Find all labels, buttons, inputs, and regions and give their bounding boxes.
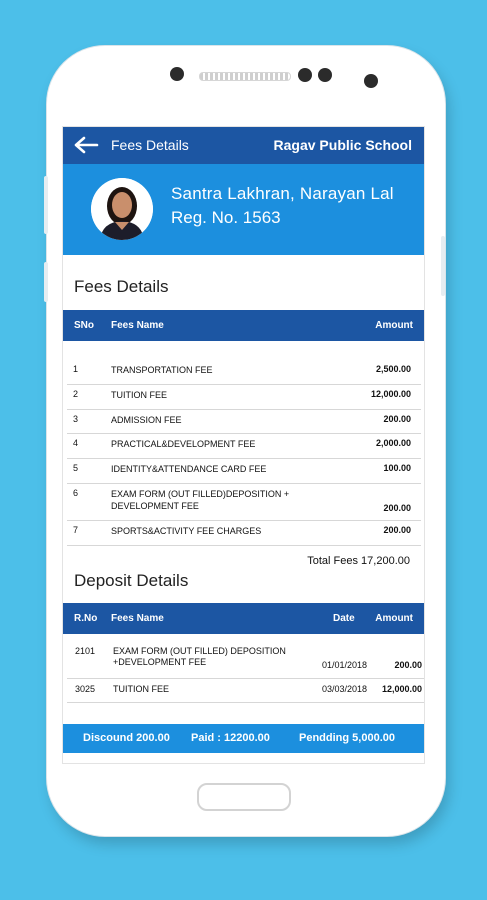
app-screen [62, 126, 425, 764]
row-sno: 1 [73, 364, 79, 374]
table-row [67, 438, 421, 459]
phone-side-button [44, 176, 48, 234]
row-sno: 7 [73, 525, 79, 535]
registration-number: Reg. No. 1563 [171, 208, 281, 227]
fees-section-title: Fees Details [74, 277, 169, 296]
table-row [67, 463, 421, 484]
student-name: Santra Lakhran, Narayan Lal [171, 184, 394, 203]
row-fee-name: TUITION FEE [111, 390, 167, 400]
pending-amount: Pendding 5,000.00 [299, 732, 395, 744]
phone-side-button [441, 236, 445, 296]
row-amount: 200.00 [383, 503, 411, 513]
row-fee-name: TUITION FEE [113, 684, 169, 694]
row-fee-name: EXAM FORM (OUT FILLED) DEPOSITION +DEVELOPMENT FEE [113, 646, 286, 667]
row-date: 03/03/2018 [322, 684, 368, 694]
row-fee-name: IDENTITY&ATTENDANCE CARD FEE [111, 464, 267, 474]
row-amount: 2,500.00 [375, 364, 411, 374]
page-title: Fees Details [111, 137, 189, 153]
table-row [67, 389, 421, 410]
table-row [67, 646, 424, 679]
paid-amount: Paid : 12200.00 [191, 732, 270, 744]
row-date: 01/01/2018 [322, 660, 368, 670]
table-row [67, 364, 421, 385]
row-fee-name: PRACTICAL&DEVELOPMENT FEE [111, 439, 256, 449]
app-bar [63, 127, 424, 164]
sensor [318, 68, 332, 82]
row-sno: 2 [73, 389, 79, 399]
table-row [67, 488, 421, 521]
table-row [67, 414, 421, 434]
row-rno: 2101 [75, 646, 96, 656]
front-camera [170, 67, 184, 81]
col-header-fees-name: Fees Name [111, 613, 164, 624]
row-sno: 6 [73, 488, 79, 498]
row-fee-name: SPORTS&ACTIVITY FEE CHARGES [111, 526, 262, 536]
row-fee-name: EXAM FORM (OUT FILLED)DEPOSITION + DEVELOPMENT FEE [111, 489, 290, 511]
col-header-sno: SNo [74, 320, 94, 331]
home-button[interactable] [197, 783, 291, 811]
row-fee-name: TRANSPORTATION FEE [111, 365, 213, 375]
row-amount: 200.00 [394, 660, 422, 670]
row-sno: 3 [73, 414, 79, 424]
phone-side-button [44, 262, 48, 302]
row-amount: 12,000.00 [381, 684, 422, 694]
row-sno: 4 [73, 438, 79, 448]
row-amount: 200.00 [383, 525, 411, 535]
fees-table-header [63, 310, 424, 341]
total-fees: Total Fees 17,200.00 [307, 555, 410, 567]
col-header-amount: Amount [375, 613, 413, 624]
school-name: Ragav Public School [273, 137, 412, 153]
col-header-rno: R.No [74, 613, 98, 624]
row-amount: 200.00 [383, 414, 411, 424]
avatar [91, 178, 153, 240]
earpiece-speaker [199, 72, 291, 81]
row-amount: 12,000.00 [370, 389, 411, 399]
col-header-amount: Amount [375, 320, 413, 331]
back-arrow-icon[interactable] [73, 136, 99, 154]
table-row [67, 525, 421, 546]
table-row [67, 684, 424, 703]
deposit-section-title: Deposit Details [74, 571, 189, 590]
student-profile-banner [63, 164, 424, 255]
proximity-sensor [364, 74, 378, 88]
row-fee-name: ADMISSION FEE [111, 415, 182, 425]
row-amount: 100.00 [383, 463, 411, 473]
col-header-date: Date [333, 613, 355, 624]
discount-amount: Discound 200.00 [83, 732, 170, 744]
row-amount: 2,000.00 [375, 438, 411, 448]
payment-summary-bar [63, 724, 424, 753]
row-sno: 5 [73, 463, 79, 473]
col-header-fees-name: Fees Name [111, 320, 164, 331]
sensor [298, 68, 312, 82]
row-rno: 3025 [75, 684, 96, 694]
deposit-table-header [63, 603, 424, 634]
